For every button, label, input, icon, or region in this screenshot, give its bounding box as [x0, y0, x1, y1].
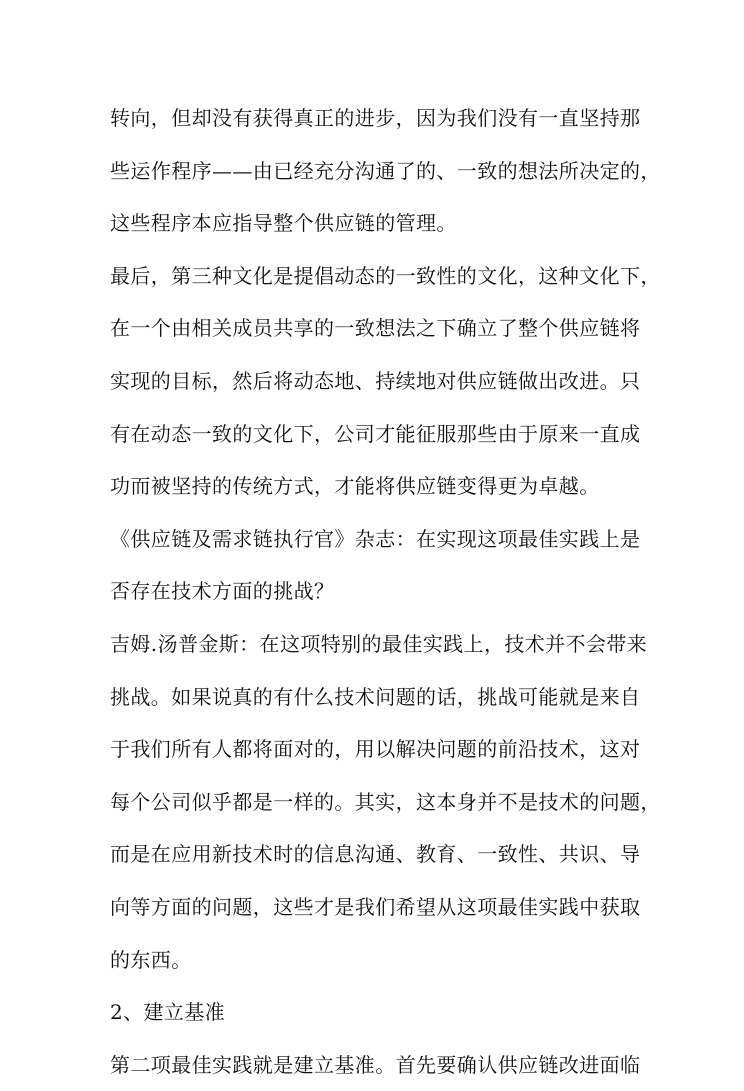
text-line: 最后，第三种文化是提倡动态的一致性的文化，这种文化下，: [110, 263, 661, 288]
text-line: 在一个由相关成员共享的一致想法之下确立了整个供应链将: [110, 316, 641, 341]
text-line: 转向，但却没有获得真正的进步，因为我们没有一直坚持那: [110, 106, 641, 130]
text-line: 这些程序本应指导整个供应链的管理。: [110, 211, 457, 236]
text-line: 第二项最佳实践就是建立基准。首先要确认供应链改进面临: [110, 1052, 641, 1077]
text-line: 向等方面的问题，这些才是我们希望从这项最佳实践中获取: [110, 894, 641, 919]
section-heading: 2、建立基准: [110, 1000, 226, 1025]
text-line: 否存在技术方面的挑战？: [110, 579, 335, 604]
text-line: 挑战。如果说真的有什么技术问题的话，挑战可能就是来自: [110, 684, 641, 709]
document-body: [110, 92, 661, 1091]
text-line: 而是在应用新技术时的信息沟通、教育、一致性、共识、导: [110, 842, 641, 867]
text-line: 有在动态一致的文化下，公司才能征服那些由于原来一直成: [110, 421, 641, 446]
text-line: 实现的目标，然后将动态地、持续地对供应链做出改进。只: [110, 368, 641, 393]
text-line: 于我们所有人都将面对的，用以解决问题的前沿技术，这对: [110, 737, 641, 762]
text-line: 《供应链及需求链执行官》杂志：在实现这项最佳实践上是: [110, 526, 641, 551]
text-line: 吉姆.汤普金斯：在这项特别的最佳实践上，技术并不会带来: [110, 631, 648, 656]
text-line: 每个公司似乎都是一样的。其实，这本身并不是技术的问题，: [110, 789, 661, 814]
text-line: 的东西。: [110, 947, 192, 972]
text-line: 功而被坚持的传统方式，才能将供应链变得更为卓越。: [110, 474, 600, 499]
text-line: 些运作程序——由已经充分沟通了的、一致的想法所决定的，: [110, 158, 661, 183]
